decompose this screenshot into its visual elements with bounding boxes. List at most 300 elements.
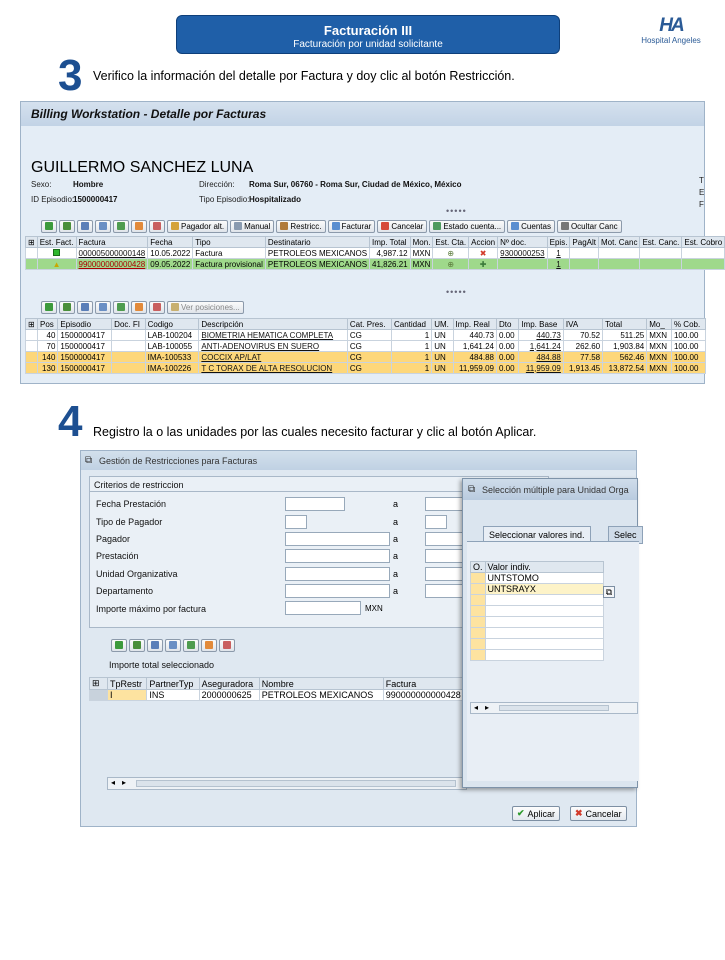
step-4-text: Registro la o las unidades por las cuales necesito facturar y clic al botón Aplicar.	[93, 425, 537, 439]
direccion-value: Roma Sur, 06760 - Roma Sur, Ciudad de México, México	[249, 180, 462, 189]
export-icon	[153, 222, 161, 230]
invoice-type: Factura provisional	[193, 259, 266, 270]
prestacion-to-input[interactable]	[425, 549, 465, 563]
multiple-selection-popup	[462, 478, 638, 788]
pos-base-link[interactable]: 11,959.09	[519, 363, 564, 374]
pos-discount: 0.00	[496, 352, 518, 363]
value-row[interactable]	[471, 639, 604, 650]
popup-scrollbar[interactable]	[470, 702, 638, 714]
pos-description-link[interactable]: T C TORAX DE ALTA RESOLUCION	[199, 363, 348, 374]
invoice-total: 41,826.21	[370, 259, 411, 270]
pos-real: 484.88	[453, 352, 496, 363]
pos-docfi	[112, 363, 145, 374]
sum-button[interactable]	[113, 220, 129, 233]
invoice-recipient: PETROLEOS MEXICANOS	[265, 259, 369, 270]
pos-category: CG	[347, 363, 391, 374]
pos-docfi	[112, 330, 145, 341]
pos-code: LAB-100055	[145, 341, 199, 352]
cancelar-label: Cancelar	[585, 808, 622, 819]
value-input[interactable]	[485, 595, 603, 606]
field-label-importe-maximo: Importe máximo por factura	[96, 604, 207, 614]
row-selector[interactable]	[26, 363, 38, 374]
splitter-dots[interactable]: •••••	[446, 287, 467, 297]
export-icon	[223, 641, 231, 649]
sort-asc-icon	[133, 641, 141, 649]
pos-col-header[interactable]: Cantidad	[391, 319, 431, 330]
empty-cell	[682, 248, 725, 259]
pos-col-header[interactable]: Codigo	[145, 319, 199, 330]
position-row-highlighted[interactable]	[26, 363, 706, 374]
pos-number: 70	[38, 341, 58, 352]
pos-episode: 1500000417	[58, 341, 112, 352]
estado-cuenta-label: Estado cuenta...	[443, 221, 502, 231]
invoice-col-header[interactable]: Est. Cobro	[682, 237, 725, 248]
pos-iva: 262.60	[563, 341, 602, 352]
pagador-alt-button[interactable]	[167, 220, 228, 233]
cancelar-factura-button[interactable]	[377, 220, 427, 233]
value-row[interactable]	[471, 595, 604, 606]
layout-button[interactable]	[131, 220, 147, 233]
pos-docfi	[112, 352, 145, 363]
invoice-currency: MXN	[410, 259, 433, 270]
ocultar-canc-label: Ocultar Canc	[570, 221, 618, 231]
slide-title-banner	[176, 15, 560, 54]
row-selector[interactable]	[26, 330, 38, 341]
scroll-left-icon[interactable]: ◂	[111, 778, 116, 787]
value-row[interactable]	[471, 617, 604, 628]
importe-maximo-input[interactable]	[285, 601, 361, 615]
edge-label-e: E	[699, 188, 705, 197]
pos-category: CG	[347, 341, 391, 352]
hide-icon	[561, 222, 569, 230]
pos-coverage: 100.00	[671, 330, 705, 341]
pos-col-header[interactable]: Dto	[496, 319, 518, 330]
pos-base-link[interactable]: 440.73	[519, 330, 564, 341]
position-row[interactable]	[26, 341, 706, 352]
pos-base-link[interactable]: 484.88	[519, 352, 564, 363]
value-option-cell[interactable]	[471, 628, 486, 639]
sort-asc-button[interactable]	[129, 639, 145, 652]
departamento-to-input[interactable]	[425, 584, 465, 598]
pos-col-header[interactable]: IVA	[563, 319, 602, 330]
payer-icon	[171, 222, 179, 230]
close-icon: ✖	[575, 808, 583, 818]
empty-cell	[570, 248, 599, 259]
pos-col-header[interactable]: Doc. FI	[112, 319, 145, 330]
edge-label-t: T	[699, 176, 704, 185]
restriction-row[interactable]	[90, 690, 469, 701]
restrictions-header-row	[90, 678, 469, 690]
fecha-prestacion-from-input[interactable]	[285, 497, 345, 511]
invoice-col-header[interactable]: Mot. Canc	[599, 237, 640, 248]
layout-button[interactable]	[201, 639, 217, 652]
positions-icon	[171, 303, 179, 311]
export-button[interactable]	[149, 220, 165, 233]
pos-currency: MXN	[647, 363, 672, 374]
pos-coverage: 100.00	[671, 363, 705, 374]
pos-description-link[interactable]: COCCIX AP/LAT	[199, 352, 348, 363]
pos-col-header[interactable]: Imp. Base	[519, 319, 564, 330]
field-label-prestacion: Prestación	[96, 551, 139, 561]
popup-title-bar	[463, 479, 637, 500]
total-selected-label: Importe total seleccionado	[109, 660, 215, 670]
aplicar-button[interactable]	[512, 806, 560, 821]
currency-label: MXN	[365, 604, 383, 613]
pos-description-link[interactable]: BIOMETRIA HEMATICA COMPLETA	[199, 330, 348, 341]
splitter-dots[interactable]: •••••	[446, 206, 467, 216]
find-button[interactable]	[77, 301, 93, 314]
value-input[interactable]: UNTSRAYX	[485, 584, 603, 595]
invoice-type: Factura	[193, 248, 266, 259]
criteria-title: Criterios de restriccion	[94, 480, 184, 490]
scroll-left-icon[interactable]: ◂	[474, 703, 479, 712]
empty-cell	[570, 259, 599, 270]
table-settings-icon[interactable]: ⊞	[26, 319, 38, 330]
pos-unit: UN	[432, 352, 453, 363]
pos-number: 130	[38, 363, 58, 374]
pos-currency: MXN	[647, 352, 672, 363]
restrictions-table	[89, 677, 469, 701]
pagador-alt-label: Pagador alt.	[181, 221, 225, 231]
positions-table	[25, 318, 706, 374]
document-number	[498, 259, 548, 270]
values-col-val: Valor indiv.	[485, 562, 603, 573]
details-icon	[45, 222, 53, 230]
restr-col-header[interactable]: Aseguradora	[199, 678, 259, 690]
filter-button[interactable]	[95, 301, 111, 314]
step-3-text: Verifico la información del detalle por Factura y doy clic al botón Restricción.	[93, 69, 515, 83]
tab-seleccionar-valores[interactable]: Seleccionar valores ind.	[483, 526, 591, 544]
restr-type-cell[interactable]: I	[108, 690, 147, 701]
value-option-cell[interactable]	[471, 584, 486, 595]
pos-real: 11,959.09	[453, 363, 496, 374]
slide-title: Facturación III	[323, 23, 413, 38]
range-a-label: a	[393, 499, 399, 509]
value-input[interactable]	[485, 639, 603, 650]
tipo-pagador-to-input[interactable]	[425, 515, 447, 529]
invoice-col-header[interactable]: Nº doc.	[498, 237, 548, 248]
pos-episode: 1500000417	[58, 330, 112, 341]
row-selector[interactable]	[90, 690, 108, 701]
restr-col-header[interactable]: Nombre	[259, 678, 383, 690]
pos-iva: 1,913.45	[563, 363, 602, 374]
invoice-col-header[interactable]: Fecha	[148, 237, 193, 248]
details-button[interactable]	[41, 301, 57, 314]
value-input[interactable]	[485, 650, 603, 661]
step-3-number: 3	[58, 51, 83, 100]
fecha-prestacion-to-input[interactable]	[425, 497, 465, 511]
pos-code: LAB-100204	[145, 330, 199, 341]
pos-total: 1,903.84	[603, 341, 647, 352]
cancelar-button[interactable]	[570, 806, 627, 821]
values-header-row	[471, 562, 604, 573]
pos-col-header[interactable]: UM.	[432, 319, 453, 330]
export-button[interactable]	[219, 639, 235, 652]
account-status-icon[interactable]: ⊕	[433, 259, 469, 270]
find-button[interactable]	[147, 639, 163, 652]
layout-icon	[135, 303, 143, 311]
cuentas-label: Cuentas	[521, 221, 551, 231]
pos-col-header[interactable]: Total	[603, 319, 647, 330]
scroll-thumb[interactable]	[499, 705, 609, 711]
restr-name-cell: PETROLEOS MEXICANOS	[259, 690, 383, 701]
empty-cell	[682, 259, 725, 270]
filter-button[interactable]	[95, 220, 111, 233]
departamento-from-input[interactable]	[285, 584, 390, 598]
row-selector[interactable]	[26, 248, 38, 259]
pos-currency: MXN	[647, 330, 672, 341]
billing-title: Billing Workstation - Detalle por Facturas	[21, 102, 704, 126]
sum-button[interactable]	[183, 639, 199, 652]
empty-cell	[640, 259, 682, 270]
values-col-o: O.	[471, 562, 486, 573]
prestacion-from-input[interactable]	[285, 549, 390, 563]
filter-icon	[99, 222, 107, 230]
restriction-icon	[280, 222, 288, 230]
sort-asc-button[interactable]	[59, 301, 75, 314]
warning-icon: ▲	[37, 259, 76, 270]
restr-col-header[interactable]: TpRestr	[108, 678, 147, 690]
manual-icon	[234, 222, 242, 230]
value-option-cell[interactable]	[471, 606, 486, 617]
pos-description-link[interactable]: ANTI-ADENOVIRUS EN SUERO	[199, 341, 348, 352]
dialog-window-icon: ⧉	[85, 455, 93, 466]
invoice-table	[25, 236, 725, 270]
pos-number: 140	[38, 352, 58, 363]
sum-icon	[187, 641, 195, 649]
pos-base-link[interactable]: 1,641.24	[519, 341, 564, 352]
restr-col-header[interactable]: PartnerTyp	[147, 678, 199, 690]
restriccion-button[interactable]	[276, 220, 325, 233]
pos-col-header[interactable]: % Cob.	[671, 319, 705, 330]
details-icon	[45, 303, 53, 311]
range-a-label: a	[393, 517, 399, 527]
range-a-label: a	[393, 534, 399, 544]
pos-col-header[interactable]: Pos	[38, 319, 58, 330]
edge-label-f: F	[699, 200, 704, 209]
invoice-col-header[interactable]: Accion	[469, 237, 498, 248]
invoice-col-header[interactable]: Factura	[76, 237, 148, 248]
invoice-header-row	[26, 237, 725, 248]
scroll-thumb[interactable]	[136, 780, 456, 787]
pagador-to-input[interactable]	[425, 532, 465, 546]
pos-total: 13,872.54	[603, 363, 647, 374]
patient-name: GUILLERMO SANCHEZ LUNA	[31, 159, 254, 176]
invoice-total: 4,987.12	[370, 248, 411, 259]
logo-mark: HA	[659, 15, 683, 36]
sort-asc-icon	[63, 222, 71, 230]
invoice-toolbar	[41, 219, 622, 233]
field-label-tipo-pagador: Tipo de Pagador	[96, 517, 163, 527]
details-button[interactable]	[111, 639, 127, 652]
sort-asc-button[interactable]	[59, 220, 75, 233]
pos-coverage: 100.00	[671, 352, 705, 363]
account-status-icon[interactable]: ⊕	[433, 248, 469, 259]
range-a-label: a	[393, 586, 399, 596]
empty-cell	[640, 248, 682, 259]
find-button[interactable]	[77, 220, 93, 233]
table-settings-icon[interactable]: ⊞	[90, 678, 108, 690]
binoculars-icon	[81, 222, 89, 230]
pos-unit: UN	[432, 363, 453, 374]
episode-link[interactable]: 1	[547, 259, 570, 270]
pos-iva: 77.58	[563, 352, 602, 363]
pagador-from-input[interactable]	[285, 532, 390, 546]
account-status-icon	[433, 222, 441, 230]
pos-total: 511.25	[603, 330, 647, 341]
layout-button[interactable]	[131, 301, 147, 314]
filter-icon	[169, 641, 177, 649]
pos-col-header[interactable]: Mo_	[647, 319, 672, 330]
row-selector[interactable]	[26, 259, 38, 270]
invoice-number-link[interactable]: 000005000000148	[76, 248, 148, 259]
pos-category: CG	[347, 330, 391, 341]
value-option-cell[interactable]	[471, 617, 486, 628]
value-help-icon[interactable]: ⧉	[603, 586, 615, 598]
pos-quantity: 1	[391, 363, 431, 374]
episode-link[interactable]: 1	[547, 248, 570, 259]
tipo-episodio-label: Tipo Episodio:	[199, 195, 250, 204]
value-row[interactable]	[471, 606, 604, 617]
invoice-col-header[interactable]: Est. Cta.	[433, 237, 469, 248]
export-button[interactable]	[149, 301, 165, 314]
value-row[interactable]	[471, 628, 604, 639]
tab-selec[interactable]: Selec	[608, 526, 643, 544]
invoice-col-header[interactable]: PagAlt	[570, 237, 599, 248]
layout-icon	[205, 641, 213, 649]
action-approve-icon[interactable]: ✚	[469, 259, 498, 270]
action-cancel-icon[interactable]: ✖	[469, 248, 498, 259]
cancelar-factura-label: Cancelar	[391, 221, 424, 231]
pos-col-header[interactable]: Cat. Pres.	[347, 319, 391, 330]
pos-col-header[interactable]: Imp. Real	[453, 319, 496, 330]
binoculars-icon	[81, 303, 89, 311]
cancel-icon	[381, 222, 389, 230]
scroll-right-icon[interactable]: ▸	[122, 778, 127, 787]
filter-button[interactable]	[165, 639, 181, 652]
cuentas-button[interactable]	[507, 220, 555, 233]
pos-unit: UN	[432, 341, 453, 352]
episodio-value: 1500000417	[73, 195, 118, 204]
invoice-col-header[interactable]: Epis.	[547, 237, 570, 248]
tab-content	[467, 541, 639, 781]
estado-cuenta-button[interactable]	[429, 220, 505, 233]
tipo-episodio-value: Hospitalizado	[249, 195, 302, 204]
facturar-label: Facturar	[341, 221, 372, 231]
value-option-cell[interactable]	[471, 595, 486, 606]
pos-col-header[interactable]: Descripción	[199, 319, 348, 330]
pos-discount: 0.00	[496, 341, 518, 352]
sum-icon	[117, 222, 125, 230]
value-input[interactable]: UNTSTOMO	[485, 573, 603, 584]
manual-button[interactable]	[230, 220, 274, 233]
value-input[interactable]	[485, 617, 603, 628]
pos-discount: 0.00	[496, 363, 518, 374]
ocultar-canc-button[interactable]	[557, 220, 622, 233]
horizontal-scrollbar[interactable]	[107, 777, 467, 790]
range-a-label: a	[393, 569, 399, 579]
table-settings-icon[interactable]: ⊞	[26, 237, 38, 248]
field-label-pagador: Pagador	[96, 534, 131, 544]
invoice-recipient: PETROLEOS MEXICANOS	[265, 248, 369, 259]
pos-total: 562.46	[603, 352, 647, 363]
restr-col-header[interactable]: Factura	[383, 678, 468, 690]
invoice-col-header[interactable]: Destinatario	[265, 237, 369, 248]
pos-real: 1,641.24	[453, 341, 496, 352]
value-option-cell[interactable]	[471, 650, 486, 661]
pos-col-header[interactable]: Episodio	[58, 319, 112, 330]
position-row-highlighted[interactable]	[26, 352, 706, 363]
invoice-col-header[interactable]: Est. Fact.	[37, 237, 76, 248]
invoice-col-header[interactable]: Mon.	[410, 237, 433, 248]
pos-code: IMA-100533	[145, 352, 199, 363]
pos-number: 40	[38, 330, 58, 341]
invoice-currency: MXN	[410, 248, 433, 259]
sum-button[interactable]	[113, 301, 129, 314]
scroll-right-icon[interactable]: ▸	[485, 703, 490, 712]
export-icon	[153, 303, 161, 311]
billing-workstation-window	[20, 101, 723, 384]
slide-subtitle: Facturación por unidad solicitante	[293, 39, 443, 50]
value-option-cell[interactable]	[471, 573, 486, 584]
pos-currency: MXN	[647, 341, 672, 352]
invoice-col-header[interactable]: Imp. Total	[370, 237, 411, 248]
field-label-fecha-prestacion: Fecha Prestación	[96, 499, 167, 509]
value-input[interactable]	[485, 606, 603, 617]
manual-label: Manual	[244, 221, 271, 231]
values-table	[470, 561, 604, 661]
details-button[interactable]	[41, 220, 57, 233]
invoice-row[interactable]	[26, 248, 725, 259]
ver-posiciones-button[interactable]	[167, 301, 244, 314]
step-4-number: 4	[58, 397, 83, 446]
empty-cell	[599, 259, 640, 270]
unidad-organizativa-to-input[interactable]	[425, 567, 465, 581]
unidad-organizativa-from-input[interactable]	[285, 567, 390, 581]
invoice-col-header[interactable]: Tipo	[193, 237, 266, 248]
pos-episode: 1500000417	[58, 363, 112, 374]
value-option-cell[interactable]	[471, 639, 486, 650]
value-row[interactable]	[471, 573, 604, 584]
tipo-pagador-from-input[interactable]	[285, 515, 307, 529]
restr-insurer-cell: 2000000625	[199, 690, 259, 701]
invoice-number-link[interactable]: 990000000000428	[76, 259, 148, 270]
value-row[interactable]	[471, 650, 604, 661]
value-input[interactable]	[485, 628, 603, 639]
pos-docfi	[112, 341, 145, 352]
status-green-icon	[37, 248, 76, 259]
pos-quantity: 1	[391, 352, 431, 363]
restr-partner-cell: INS	[147, 690, 199, 701]
row-selector[interactable]	[26, 341, 38, 352]
pos-code: IMA-100226	[145, 363, 199, 374]
accounts-icon	[511, 222, 519, 230]
row-selector[interactable]	[26, 352, 38, 363]
facturar-button[interactable]	[328, 220, 376, 233]
invoice-row-selected[interactable]	[26, 259, 725, 270]
restrictions-title-bar	[81, 451, 636, 470]
invoice-col-header[interactable]: Est. Canc.	[640, 237, 682, 248]
value-row[interactable]	[471, 584, 604, 595]
popup-title: Selección múltiple para Unidad Orga	[482, 485, 629, 495]
details-icon	[115, 641, 123, 649]
pos-unit: UN	[432, 330, 453, 341]
position-row[interactable]	[26, 330, 706, 341]
document-number-link[interactable]: 9300000253	[498, 248, 548, 259]
range-a-label: a	[393, 551, 399, 561]
invoice-date: 10.05.2022	[148, 248, 193, 259]
episodio-label: ID Episodio:	[31, 195, 75, 204]
